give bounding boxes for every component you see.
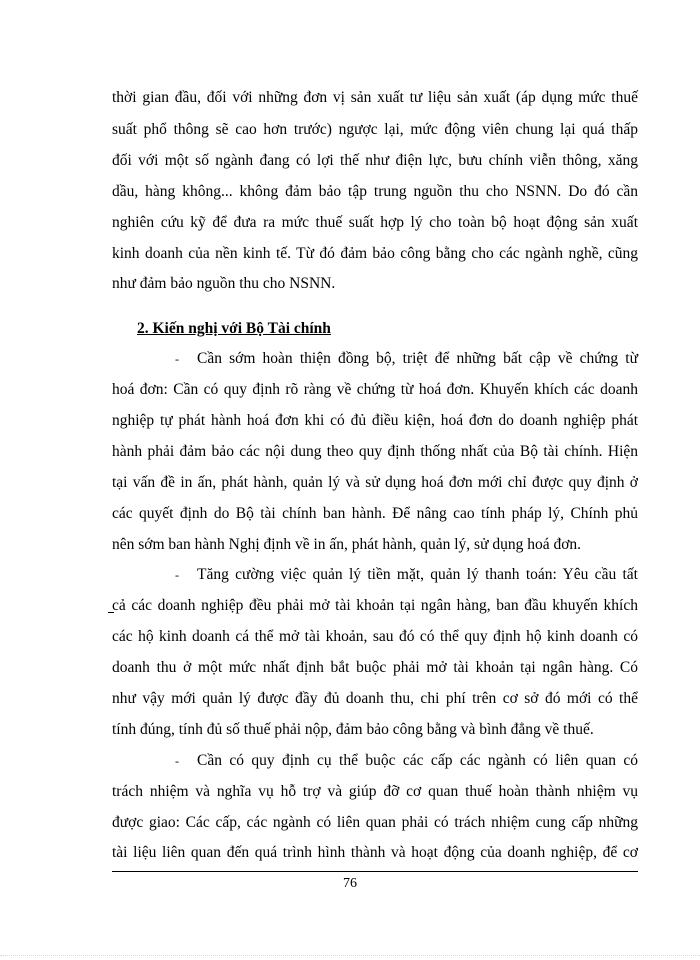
bullet-item-line: [175, 349, 638, 369]
paragraph-line: cả các doanh nghiệp đều phải mở tài khoản tại ngân hàng, ban đầu khuyến khích: [112, 597, 638, 614]
paragraph-line: như đảm bảo nguồn thu cho NSNN.: [112, 275, 336, 292]
paragraph-line: như vậy mới quản lý được đầy đủ doanh thu, chi phí trên cơ sở đó mới có thể: [112, 690, 638, 707]
paragraph-line: dầu, hàng không... không đảm bảo tập trung nguồn thu cho NSNN. Do đó cần: [112, 183, 638, 200]
bullet-item-line: [175, 565, 638, 585]
paragraph-line: tài liệu liên quan đến quá trình hình thành và hoạt động của doanh nghiệp, để cơ: [112, 844, 638, 861]
paragraph-line: tính đúng, tính đủ số thuế phải nộp, đảm bảo công bằng và bình đẳng về thuế.: [112, 721, 594, 738]
paragraph-line: tại vấn đề in ấn, phát hành, quản lý và sử dụng hoá đơn mới chỉ được quy định ở: [112, 474, 638, 491]
paragraph-line: doanh thu ở một mức nhất định bắt buộc phải mở tài khoản tại ngân hàng. Có: [112, 659, 638, 676]
bullet-text: Tăng cường việc quản lý tiền mặt, quản lý thanh toán: Yêu cầu tất: [197, 566, 638, 583]
paragraph-line: nên sớm ban hành Nghị định về in ấn, phát hành, quản lý, sử dụng hoá đơn.: [112, 536, 582, 553]
paragraph-line: các hộ kinh doanh cá thể mở tài khoản, sau đó có thể quy định hộ kinh doanh có: [112, 628, 638, 645]
paragraph-line: thời gian đầu, đối với những đơn vị sản xuất tư liệu sản xuất (áp dụng mức thuế: [112, 89, 638, 106]
footer-rule: [112, 871, 638, 872]
page-bottom-border: [0, 955, 700, 956]
bullet-dash: -: [175, 352, 179, 366]
bullet-text: Cần sớm hoàn thiện đồng bộ, triệt để những bất cập về chứng từ: [197, 350, 638, 367]
paragraph-line: nghiên cứu kỹ để đưa ra mức thuế suất hợp lý cho toàn bộ hoạt động sản xuất: [112, 214, 638, 231]
paragraph-line: suất phổ thông sẽ cao hơn trước) ngược lại, mức động viên chung lại quá thấp: [112, 121, 638, 138]
paragraph-line: nghiệp tự phát hành hoá đơn khi có đủ điều kiện, hoá đơn do doanh nghiệp phát: [112, 412, 638, 429]
paragraph-line: hoá đơn: Cần có quy định rõ ràng về chứng từ hoá đơn. Khuyến khích các doanh: [112, 381, 638, 398]
paragraph-line: các quyết định do Bộ tài chính ban hành. Để nâng cao tính pháp lý, Chính phủ: [112, 505, 638, 522]
margin-mark: [108, 612, 114, 613]
bullet-text: Cần có quy định cụ thể buộc các cấp các ngành có liên quan có: [197, 752, 638, 769]
paragraph-line: kinh doanh của nền kinh tế. Từ đó đảm bảo công bằng cho các ngành nghề, cũng: [112, 245, 638, 262]
bullet-item-line: [175, 751, 638, 771]
paragraph-line: hành phải đảm bảo các nội dung theo quy định thống nhất của Bộ tài chính. Hiện: [112, 443, 638, 460]
paragraph-line: trách nhiệm và nghĩa vụ hỗ trợ và giúp đỡ cơ quan thuế hoàn thành nhiệm vụ: [112, 783, 638, 800]
bullet-dash: -: [175, 568, 179, 582]
bullet-dash: -: [175, 754, 179, 768]
paragraph-line: đối với một số ngành đang có lợi thế như điện lực, bưu chính viễn thông, xăng: [112, 152, 638, 169]
page-number: 76: [343, 876, 357, 891]
section-heading: 2. Kiến nghị với Bộ Tài chính: [137, 320, 331, 337]
paragraph-line: được giao: Các cấp, các ngành có liên quan phải có trách nhiệm cung cấp những: [112, 814, 638, 831]
